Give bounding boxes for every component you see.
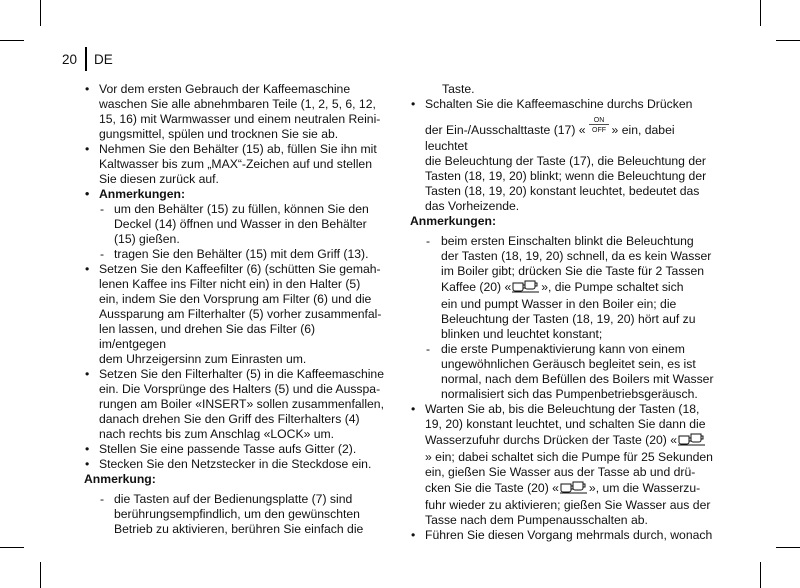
two-cups-icon — [677, 432, 707, 450]
list-item: • Stecken Sie den Netzstecker in die Steckdose ein. — [84, 457, 384, 472]
power-icon-off-label: OFF — [591, 127, 606, 134]
list-item: • Stellen Sie eine passende Tasse aufs Gitter (2). — [84, 442, 384, 457]
two-cups-icon — [511, 279, 541, 297]
crop-mark — [40, 0, 41, 26]
sub-list-item: - die Tasten auf der Bedienungsplatte (7) sind berührungsempfindlich, um den gewünschten Betrieb zu aktivieren, berühren Sie einfach die — [84, 492, 384, 537]
left-column — [84, 82, 384, 537]
list-item: • Warten Sie ab, bis die Beleuchtung der Tasten (18, 19, 20) konstant leuchtet, und schalten Sie dann die Wasserzufuhr durchs Drücken der Taste (20) « » ein; dabei schaltet sich die Pumpe für 25 Sekunden ein, gießen Sie Wasser aus der Tasse ab und drü- cken Sie die Taste (20) « », um die Wasserzu- fuhr wieder zu aktivieren; gießen Sie Wasser aus der Tasse nach dem Pumpenausschalten ab. — [410, 402, 716, 528]
language-label: DE — [94, 52, 113, 67]
sub-list-item: - um den Behälter (15) zu füllen, können Sie den Deckel (14) öffnen und Wasser in den Behälter (15) gießen. — [84, 202, 384, 247]
list-item: • Schalten Sie die Kaffeemaschine durchs Drücken der Ein-/Ausschalttaste (17) « ON OFF » ein, dabei leuchtet die Beleuchtung der Taste (17), die Beleuchtung der Tasten (18, 19, 20) blinkt; wenn die Beleuchtung der Tasten (18, 19, 20) konstant leuchtet, bedeutet das das Vorheizende. — [410, 97, 716, 214]
crop-mark — [40, 562, 41, 588]
list-item: • Setzen Sie den Kaffeefilter (6) (schütten Sie gemah- lenen Kaffee ins Filter nicht ein) in den Halter (5) ein, indem Sie den Vorsprung am Filter (6) und die Aussparung am Filterhalter (5) vorher zusammenfal- len lassen, und drehen Sie das Filter (6) im/entgegen dem Uhrzeigersinn zum Einrasten um. — [84, 262, 384, 367]
right-column — [410, 82, 716, 543]
crop-mark — [760, 0, 761, 26]
page-number: 20 — [62, 52, 78, 67]
crop-mark — [776, 40, 800, 41]
crop-mark — [760, 562, 761, 588]
sub-list-item: - beim ersten Einschalten blinkt die Beleuchtung der Tasten (18, 19, 20) schnell, da es kein Wasser im Boiler gibt; drücken Sie die Taste für 2 Tassen Kaffee (20) « », die Pumpe schaltet sich ein und pumpt Wasser in den Boiler ein; die Beleuchtung der Tasten (18, 19, 20) hört auf zu blinken und leuchtet konstant; — [410, 234, 716, 342]
continued-text: Taste. — [442, 82, 475, 96]
notes-heading: Anmerkungen: — [410, 214, 496, 228]
list-item: • Nehmen Sie den Behälter (15) ab, füllen Sie ihn mit Kaltwasser bis zum „MAX“-Zeichen auf und stellen Sie diesen zurück auf. — [84, 142, 384, 187]
two-cups-icon — [559, 480, 589, 498]
sub-list-item: - die erste Pumpenaktivierung kann von einem ungewöhnlichen Geräusch begleitet sein, es ist normal, nach dem Befüllen des Boilers mit Wasser normalisiert sich das Pumpenbetriebsgeräusch. — [410, 342, 716, 402]
list-item-heading: • Anmerkungen: — [84, 187, 384, 202]
crop-mark — [0, 40, 24, 41]
power-icon-on-label: ON — [593, 117, 604, 124]
sub-list-item: - tragen Sie den Behälter (15) mit dem Griff (13). — [84, 247, 384, 262]
header-divider — [85, 47, 87, 71]
list-item: • Führen Sie diesen Vorgang mehrmals durch, wonach — [410, 528, 716, 543]
power-button-icon — [586, 115, 612, 139]
note-heading: Anmerkung: — [84, 472, 156, 486]
list-item: • Setzen Sie den Filterhalter (5) in die Kaffeemaschine ein. Die Vorsprünge des Halters (5) und die Ausspa- rungen am Boiler «INSERT» sollen zusammenfallen, danach drehen Sie den Griff des Filterhalters (4) nach rechts bis zum Anschlag «LOCK» um. — [84, 367, 384, 442]
list-item: • Vor dem ersten Gebrauch der Kaffeemaschine waschen Sie alle abnehmbaren Teile (1, 2, 5, 6, 12, 15, 16) mit Warmwasser und einem neutralen Reini- gungsmittel, spülen und trocknen Sie sie ab. — [84, 82, 384, 142]
crop-mark — [0, 547, 24, 548]
crop-mark — [776, 547, 800, 548]
